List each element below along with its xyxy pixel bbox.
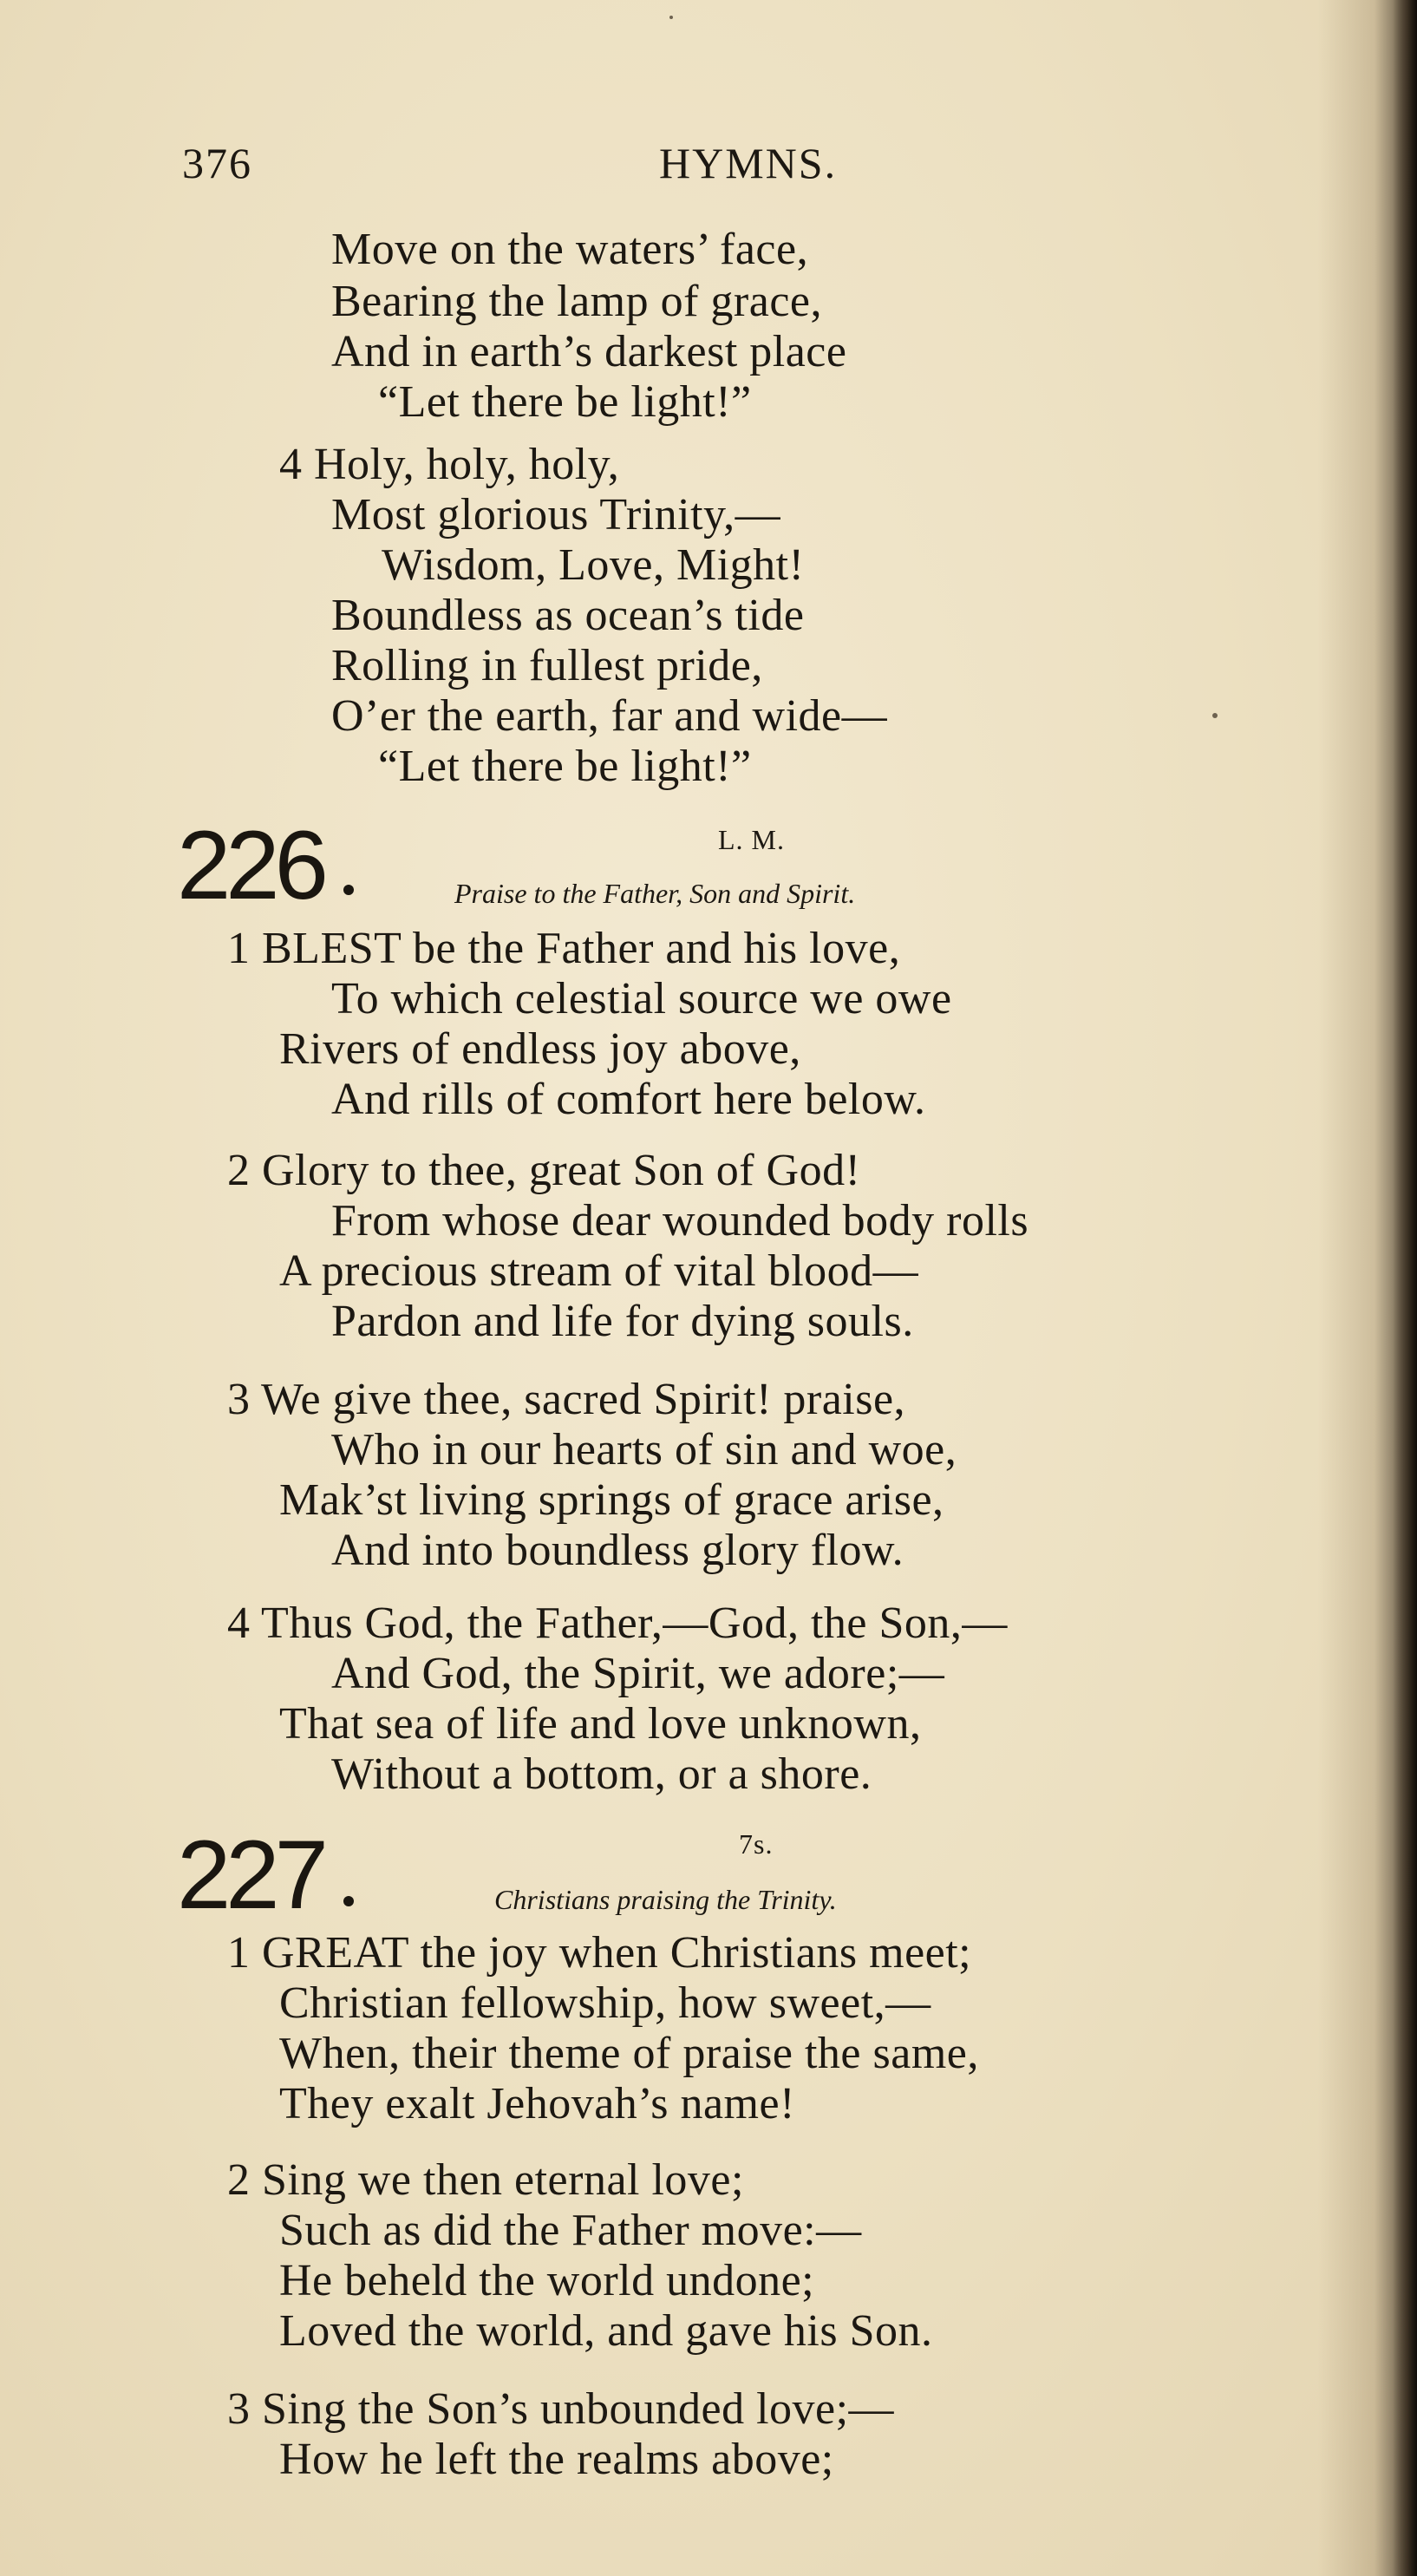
verse-line: He beheld the world undone; — [279, 2256, 815, 2305]
verse-line: 1 GREAT the joy when Christians meet; — [227, 1928, 972, 1978]
verse-line: Mak’st living springs of grace arise, — [279, 1475, 944, 1525]
verse-line: Christian fellowship, how sweet,— — [279, 1978, 931, 2028]
verse-line: Without a bottom, or a shore. — [331, 1749, 872, 1799]
page-edge-shadow — [1393, 0, 1417, 2576]
page-number: 376 — [182, 139, 252, 187]
verse-line: Bearing the lamp of grace, — [331, 277, 822, 326]
hymn-subtitle: Praise to the Father, Son and Spirit. — [454, 878, 856, 909]
verse-line: Such as did the Father move:— — [279, 2206, 862, 2255]
page-title: HYMNS. — [659, 139, 838, 187]
verse-line: “Let there be light!” — [378, 742, 752, 791]
verse-line: Move on the waters’ face, — [331, 225, 809, 274]
verse-line: And in earth’s darkest place — [331, 327, 847, 376]
verse-line: 4 Holy, holy, holy, — [279, 440, 620, 489]
verse-line: “Let there be light!” — [378, 377, 752, 427]
verse-line: How he left the realms above; — [279, 2435, 834, 2484]
verse-line: Loved the world, and gave his Son. — [279, 2306, 933, 2356]
verse-line: 1 BLEST be the Father and his love, — [227, 924, 901, 973]
hymn-number-dot — [343, 1896, 354, 1906]
hymn-number-dot — [343, 885, 354, 895]
verse-line: To which celestial source we owe — [331, 974, 952, 1023]
verse-line: And God, the Spirit, we adore;— — [331, 1649, 945, 1698]
hymn-number: 226 — [177, 811, 323, 919]
verse-line: Pardon and life for dying souls. — [331, 1297, 914, 1346]
verse-line: And rills of comfort here below. — [331, 1075, 926, 1124]
verse-line: From whose dear wounded body rolls — [331, 1196, 1029, 1246]
hymn-subtitle: Christians praising the Trinity. — [494, 1884, 837, 1915]
verse-line: 2 Glory to thee, great Son of God! — [227, 1146, 861, 1195]
hymn-number: 227 — [177, 1821, 323, 1929]
hymn-meter: L. M. — [718, 824, 785, 855]
verse-line: 4 Thus God, the Father,—God, the Son,— — [227, 1599, 1008, 1648]
verse-line: And into boundless glory flow. — [331, 1526, 904, 1575]
verse-line: 3 Sing the Son’s unbounded love;— — [227, 2384, 895, 2434]
verse-line: Wisdom, Love, Might! — [382, 540, 805, 590]
verse-line: Rolling in fullest pride, — [331, 641, 763, 690]
verse-line: O’er the earth, far and wide— — [331, 691, 888, 741]
verse-line: Boundless as ocean’s tide — [331, 591, 805, 640]
hymn-meter: 7s. — [739, 1828, 774, 1860]
verse-line: That sea of life and love unknown, — [279, 1699, 922, 1749]
verse-line: They exalt Jehovah’s name! — [279, 2079, 795, 2128]
verse-line: A precious stream of vital blood— — [279, 1246, 919, 1296]
paper-speck — [1212, 713, 1218, 718]
verse-line: Rivers of endless joy above, — [279, 1024, 801, 1074]
verse-line: 2 Sing we then eternal love; — [227, 2155, 744, 2205]
verse-line: Who in our hearts of sin and woe, — [331, 1425, 957, 1474]
verse-line: When, their theme of praise the same, — [279, 2029, 979, 2078]
verse-line: Most glorious Trinity,— — [331, 490, 781, 539]
paper-speck — [669, 16, 673, 19]
verse-line: 3 We give thee, sacred Spirit! praise, — [227, 1375, 906, 1424]
